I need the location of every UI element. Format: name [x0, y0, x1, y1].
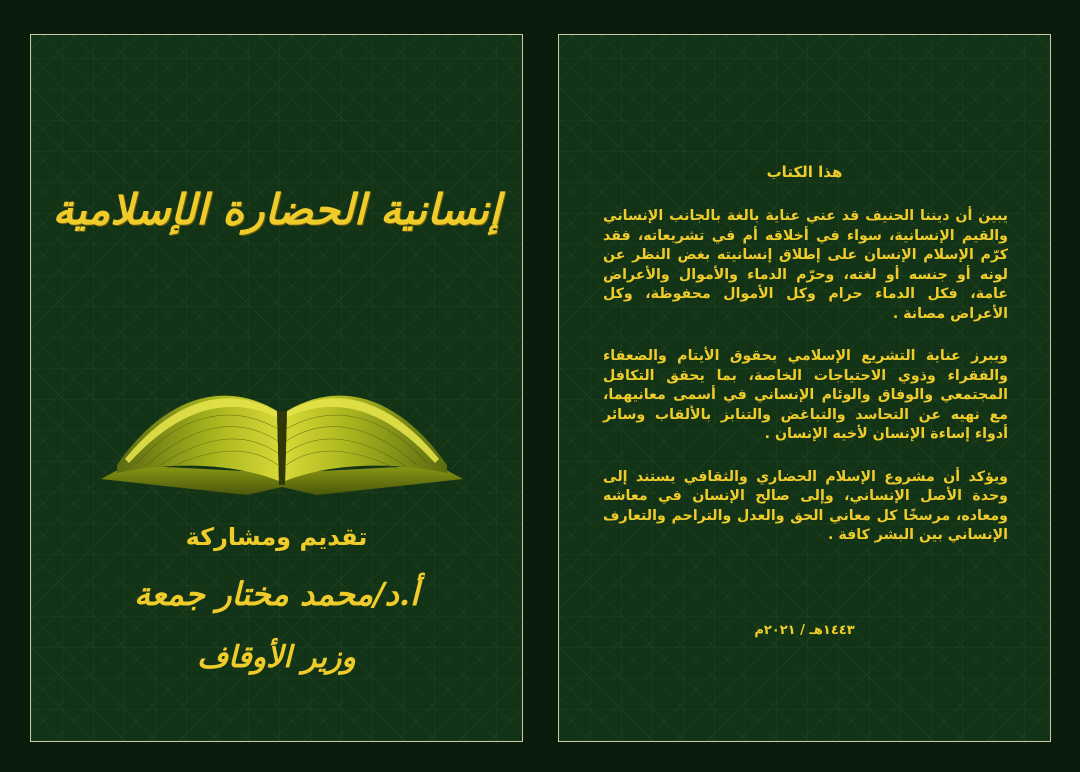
front-cover: [30, 34, 523, 742]
author-name: أ.د/محمد مختار جمعة: [134, 575, 419, 613]
publication-date: ١٤٤٣هـ / ٢٠٢١م: [754, 623, 855, 638]
back-paragraph-2: ويبرز عناية التشريع الإسلامي بحقوق الأيتام والضعفاء والفقراء وذوي الاحتياجات الخاصة، بما يحقق التكافل المجتمعي والوفاق والوئام الإنساني في أسمى معانيهما، مع نهيه عن التحاسد والتباغض والتنابز بالألقاب وسائر أدواء إساءة الإنسان لأخيه الإنسان .: [603, 348, 1008, 442]
back-paragraph-1: يبين أن ديننا الحنيف قد عني عناية بالغة بالجانب الإنساني والقيم الإنسانية، سواء في أخلاقه أم في تشريعاته، فقد كرّم الإسلام الإنسان على إطلاق إنسانيته بغض النظر عن لونه أو جنسه أو لغته، وحرّم الدماء والأموال والأعراض عامة، فكل الدماء حرام وكل الأموال محفوظة، وكل الأعراض مصانة .: [603, 208, 1008, 322]
back-heading: هذا الكتاب: [766, 163, 843, 181]
presented-by-label: تقديم ومشاركة: [185, 523, 368, 551]
back-body: [603, 207, 1008, 569]
open-book-icon: [97, 353, 467, 503]
back-cover: [558, 34, 1051, 742]
book-title: إنسانية الحضارة الإسلامية: [52, 185, 501, 234]
back-paragraph-3: ويؤكد أن مشروع الإسلام الحضاري والثقافي يستند إلى وحدة الأصل الإنساني، وإلى صالح الإنسان في معاشه ومعاده، مرسخًا كل معاني الحق والعدل والتراحم والتعارف الإنساني بين البشر كافة .: [603, 468, 1008, 543]
author-position: وزير الأوقاف: [197, 640, 356, 675]
